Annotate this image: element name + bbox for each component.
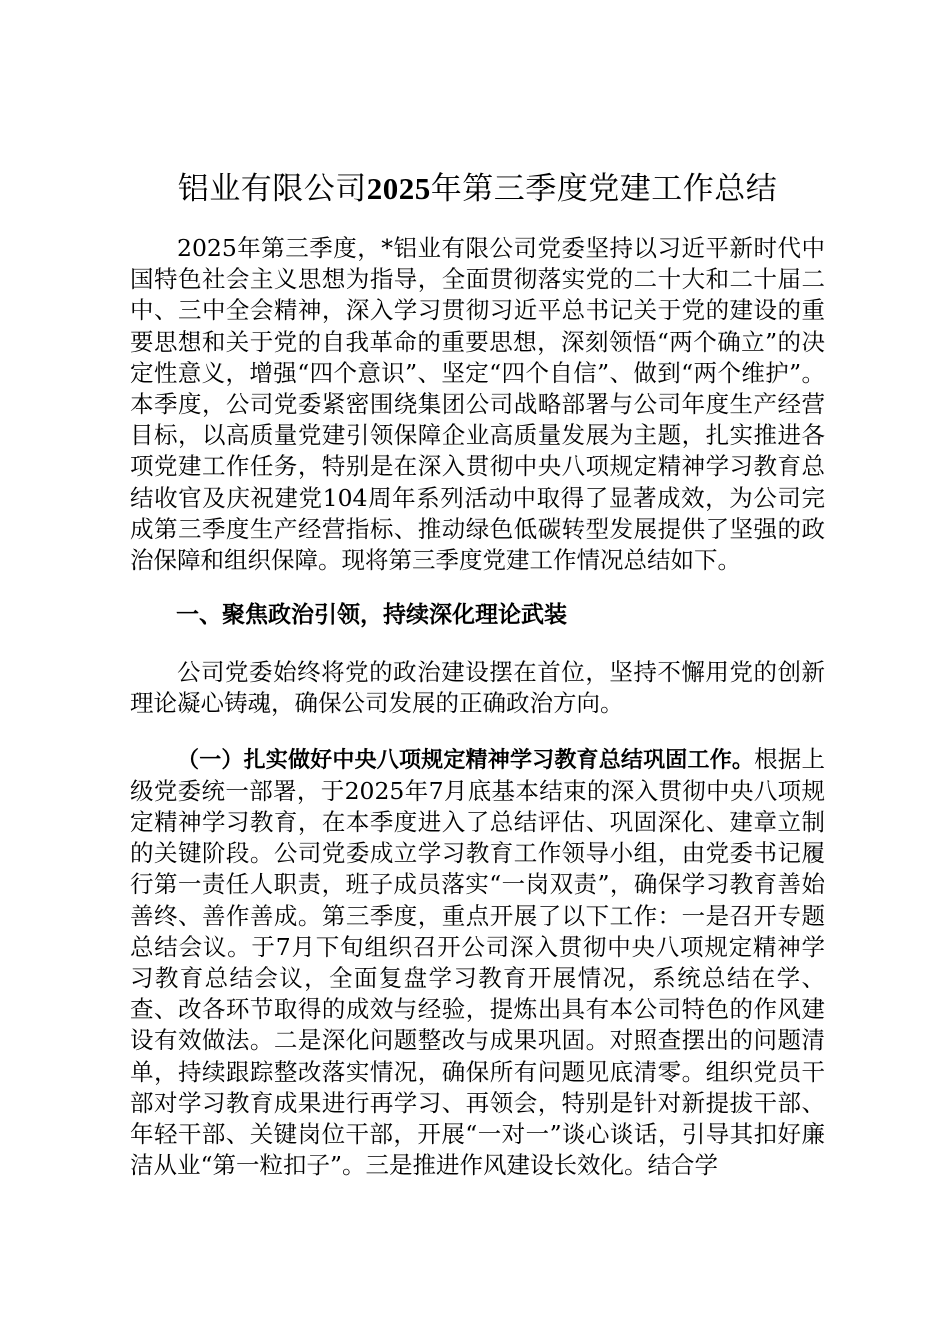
document-title — [130, 167, 825, 211]
section-intro-paragraph: 公司党委始终将党的政治建设摆在首位，坚持不懈用党的创新理论凝心铸魂，确保公司发展的正确政治方向。 — [130, 658, 825, 718]
intro-paragraph: 2025年第三季度，*铝业有限公司党委坚持以习近平新时代中国特色社会主义思想为指导，全面贯彻落实党的二十大和二十届二中、三中全会精神，深入学习贯彻习近平总书记关于党的建设的重要思想和关于党的自我革命的重要思想，深刻领悟“两个确立”的决定性意义，增强“四个意识”、坚定“四个自信”、做到“两个维护”。本季度，公司党委紧密围绕集团公司战略部署与公司年度生产经营目标，以高质量党建引领保障企业高质量发展为主题，扎实推进各项党建工作任务，特别是在深入贯彻中央八项规定精神学习教育总结收官及庆祝建党104周年系列活动中取得了显著成效，为公司完成第三季度生产经营指标、推动绿色低碳转型发展提供了坚强的政治保障和组织保障。现将第三季度党建工作情况总结如下。 — [130, 234, 825, 575]
title-year: 2025 — [366, 171, 431, 206]
section-heading: 一、聚焦政治引领，持续深化理论武装 — [176, 602, 567, 629]
title-prefix: 铝业有限公司 — [177, 171, 367, 207]
subsection-paragraph — [130, 744, 825, 1182]
subsection-body: 根据上级党委统一部署，于2025年7月底基本结束的深入贯彻中央八项规定精神学习教育，在本季度进入了总结评估、巩固深化、建章立制的关键阶段。公司党委成立学习教育工作领导小组，由党委书记履行第一责任人职责，班子成员落实“一岗双责”，确保学习教育善始善终、善作善成。第三季度，重点开展了以下工作：一是召开专题总结会议。于7月下旬组织召开公司深入贯彻中央八项规定精神学习教育总结会议，全面复盘学习教育开展情况，系统总结在学、查、改各环节取得的成效与经验，提炼出具有本公司特色的作风建设有效做法。二是深化问题整改与成果巩固。对照查摆出的问题清单，持续跟踪整改落实情况，确保所有问题见底清零。组织党员干部对学习教育成果进行再学习、再领会，特别是针对新提拔干部、年轻干部、关键岗位干部，开展“一对一”谈心谈话，引导其扣好廉洁从业“第一粒扣子”。三是推进作风建设长效化。结合学 — [130, 744, 826, 1180]
subsection-heading: （一）扎实做好中央八项规定精神学习教育总结巩固工作。 — [177, 747, 755, 773]
title-suffix: 年第三季度党建工作总结 — [430, 171, 778, 207]
document-body — [130, 167, 825, 1181]
